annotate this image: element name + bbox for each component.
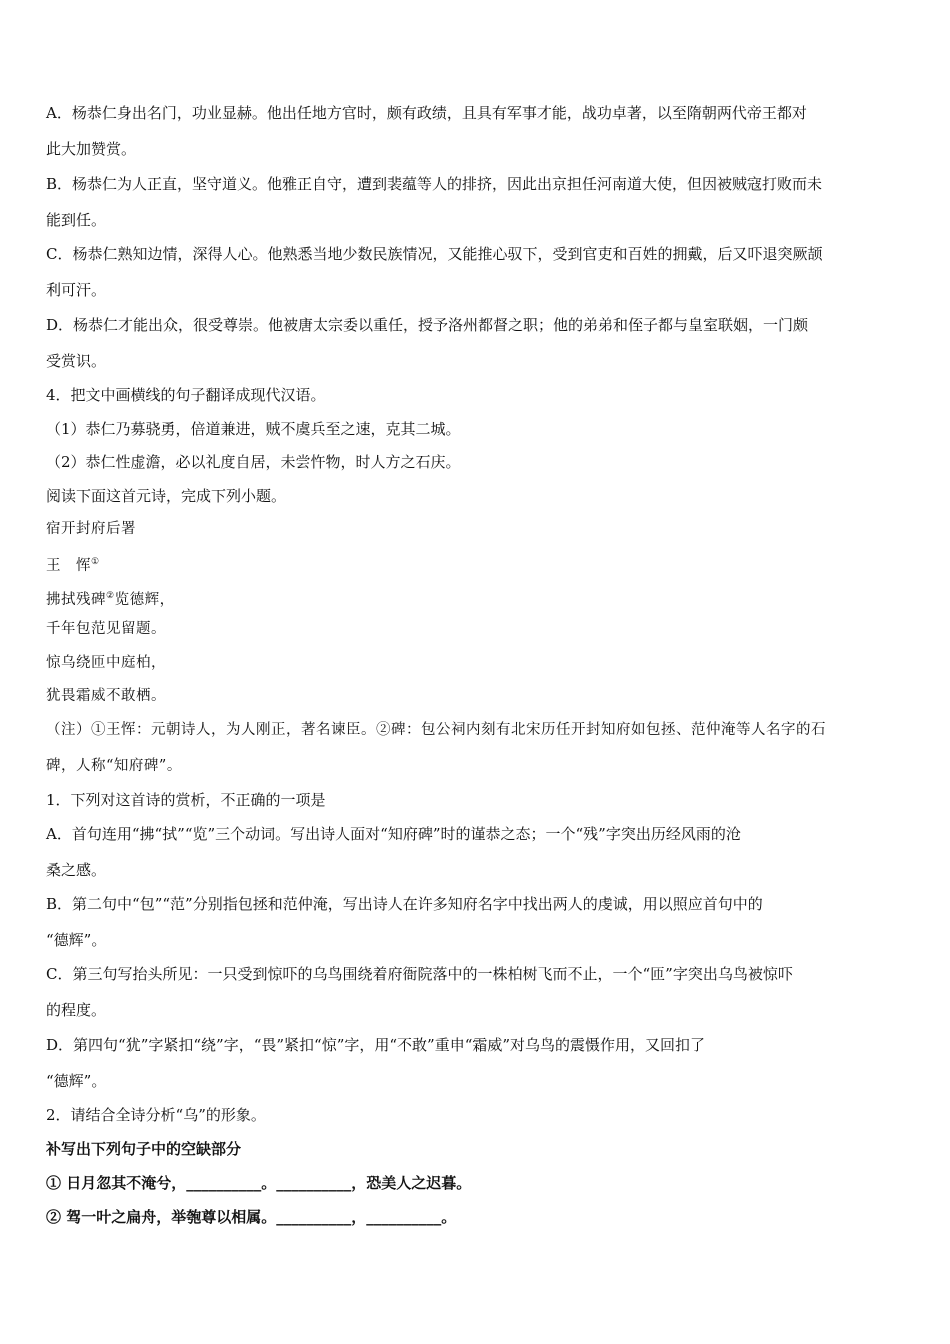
- poem-title: 宿开封府后署: [46, 521, 136, 537]
- poem-q1-option-c-line1: C．第三句写抬头所见：一只受到惊吓的乌鸟围绕着府衙院落中的一株柏树飞而不止，一个“匝”字突出乌鸟被惊吓: [46, 965, 793, 983]
- poem-q1-option-d-line1: D．第四句“犹”字紧扣“绕”字，“畏”紧扣“惊”字，用“不敢”重申“霜威”对乌鸟的震慑作用，又回扣了: [46, 1036, 706, 1054]
- poem-q2-stem: 2．请结合全诗分析“乌”的形象。: [46, 1106, 266, 1124]
- poem-line-2: 千年包范见留题。: [46, 621, 166, 637]
- poem-q1-stem: 1．下列对这首诗的赏析，不正确的一项是: [46, 791, 326, 809]
- q4-sentence-1: （1）恭仁乃募骁勇，倍道兼进，贼不虞兵至之速，克其二城。: [46, 420, 461, 438]
- q3-option-d-line2: 受赏识。: [46, 352, 107, 370]
- poem-line-1: [46, 586, 910, 610]
- poem-line-4: 犹畏霜威不敢栖。: [46, 688, 166, 704]
- poem-q1-option-a-line1: A．首句连用“拂“拭”“览”三个动词。写出诗人面对“知府碑”时的谨恭之态；一个“残”字突出历经风雨的沧: [46, 825, 741, 843]
- poem-author: [46, 552, 910, 576]
- poem-author-name: 王 恽: [46, 558, 91, 574]
- poem-line-1-part-b: 览德辉，: [114, 592, 175, 608]
- q3-option-b-line2: 能到任。: [46, 211, 107, 229]
- poem-q1-option-d-line2: “德辉”。: [46, 1072, 107, 1090]
- poem-line-1-part-a: 拂拭残碑: [46, 592, 106, 608]
- fill-blank-item-2: ② 驾一叶之扁舟，举匏尊以相属。__________，__________。: [46, 1208, 457, 1226]
- q4-sentence-2: （2）恭仁性虚澹，必以礼度自居，未尝忤物，时人方之石庆。: [46, 453, 461, 471]
- q3-option-c-line2: 利可汗。: [46, 281, 107, 299]
- poem-note-line1: （注）①王恽：元朝诗人，为人刚正，著名谏臣。②碑：包公祠内刻有北宋历任开封知府如包拯、范仲淹等人名字的石: [46, 722, 826, 738]
- poem-line-3: 惊乌绕匝中庭柏，: [46, 655, 166, 671]
- poem-line-1-note-marker: ②: [106, 591, 115, 601]
- q3-option-a-line2: 此大加赞赏。: [46, 140, 137, 158]
- q4-stem: 4．把文中画横线的句子翻译成现代汉语。: [46, 386, 326, 404]
- poem-intro: 阅读下面这首元诗，完成下列小题。: [46, 487, 287, 505]
- q3-option-a-line1: A．杨恭仁身出名门，功业显赫。他出任地方官时，颇有政绩，且具有军事才能，战功卓著，以至隋朝两代帝王都对: [46, 104, 807, 122]
- poem-author-note-marker: ①: [91, 557, 100, 567]
- fill-blank-item-1: ① 日月忽其不淹兮，__________。__________，恐美人之迟暮。: [46, 1174, 472, 1192]
- poem-q1-option-a-line2: 桑之感。: [46, 861, 107, 879]
- poem-q1-option-b-line1: B．第二句中“包”“范”分别指包拯和范仲淹，写出诗人在许多知府名字中找出两人的虔诚，用以照应首句中的: [46, 895, 763, 913]
- q3-option-b-line1: B．杨恭仁为人正直，坚守道义。他雅正自守，遭到裴蕴等人的排挤，因此出京担任河南道大使，但因被贼寇打败而未: [46, 175, 823, 193]
- poem-q1-option-c-line2: 的程度。: [46, 1001, 107, 1019]
- poem-note-line2: 碑，人称“知府碑”。: [46, 758, 182, 774]
- q3-option-d-line1: D．杨恭仁才能出众，很受尊崇。他被唐太宗委以重任，授予洛州都督之职；他的弟弟和侄子都与皇室联姻，一门颇: [46, 316, 809, 334]
- fill-blank-heading: 补写出下列句子中的空缺部分: [46, 1140, 242, 1158]
- q3-option-c-line1: C．杨恭仁熟知边情，深得人心。他熟悉当地少数民族情况，又能推心驭下，受到官吏和百姓的拥戴，后又吓退突厥颉: [46, 245, 823, 263]
- poem-q1-option-b-line2: “德辉”。: [46, 931, 107, 949]
